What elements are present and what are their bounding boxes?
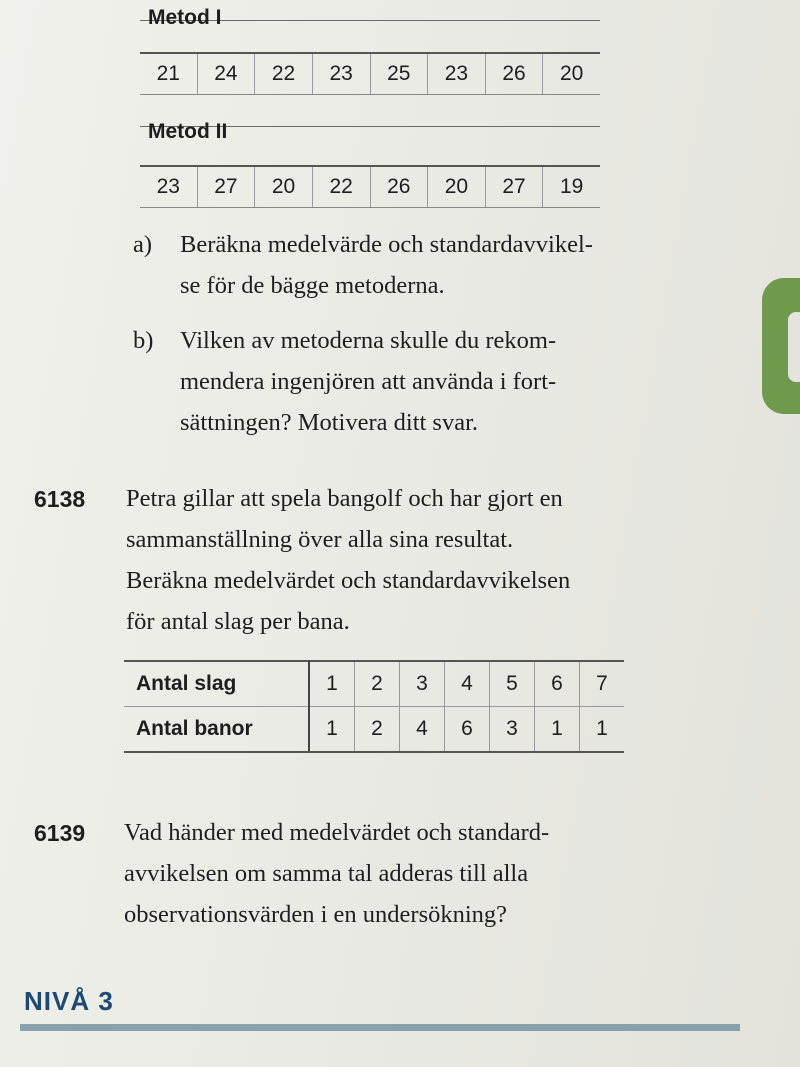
method-2-row bbox=[140, 165, 600, 208]
text-line: se för de bägge metoderna. bbox=[180, 272, 445, 299]
text-line: sammanställning över alla sina resultat. bbox=[126, 526, 514, 553]
method-1-label: Metod I bbox=[148, 6, 222, 29]
method-1-value: 25 bbox=[371, 54, 429, 94]
table-cell: 1 bbox=[535, 707, 580, 753]
table-cell: 2 bbox=[355, 661, 400, 707]
method-2-value: 23 bbox=[140, 167, 198, 207]
question-a-text bbox=[180, 224, 593, 306]
table-row bbox=[124, 661, 624, 707]
text-line: Beräkna medelvärdet och standardavvikelsen bbox=[126, 567, 571, 594]
level-heading: NIVÅ 3 bbox=[24, 986, 114, 1016]
method-1-value: 23 bbox=[428, 54, 486, 94]
text-line: avvikelsen om samma tal adderas till alla bbox=[124, 860, 529, 887]
method-2-value: 27 bbox=[198, 167, 256, 207]
table-cell: 7 bbox=[580, 661, 625, 707]
table-cell: 4 bbox=[445, 661, 490, 707]
task-6139-number: 6139 bbox=[34, 820, 86, 846]
method-1-value: 20 bbox=[560, 62, 584, 85]
method-2-value: 22 bbox=[313, 167, 371, 207]
table-cell: 6 bbox=[445, 707, 490, 753]
table-cell: 2 bbox=[355, 707, 400, 753]
table-cell: 3 bbox=[400, 661, 445, 707]
method-2-value: 20 bbox=[255, 167, 313, 207]
question-b-letter: b) bbox=[133, 327, 154, 354]
row-header-antal-banor: Antal banor bbox=[124, 707, 309, 753]
chapter-edge-tab-mark bbox=[788, 312, 800, 382]
method-1-row bbox=[140, 52, 600, 95]
text-line: Vad händer med medelvärdet och standard- bbox=[124, 819, 550, 846]
table-cell: 4 bbox=[400, 707, 445, 753]
text-line: mendera ingenjören att använda i fort- bbox=[180, 368, 557, 395]
table-cell: 3 bbox=[490, 707, 535, 753]
text-line: observationsvärden i en undersökning? bbox=[124, 901, 508, 928]
frequency-table bbox=[124, 660, 624, 753]
text-line: för antal slag per bana. bbox=[126, 608, 350, 635]
method-2-value: 20 bbox=[428, 167, 486, 207]
table-cell: 5 bbox=[490, 661, 535, 707]
text-line: sättningen? Motivera ditt svar. bbox=[180, 409, 479, 436]
level-divider bbox=[20, 1024, 740, 1031]
method-2-value: 26 bbox=[371, 167, 429, 207]
task-6138-text bbox=[126, 478, 570, 642]
table-row bbox=[124, 707, 624, 753]
row-header-antal-slag: Antal slag bbox=[124, 661, 309, 707]
question-b-text bbox=[180, 320, 556, 443]
method-1-value: 22 bbox=[255, 54, 313, 94]
method-2-label: Metod II bbox=[148, 120, 228, 143]
task-6139-text bbox=[124, 812, 549, 935]
table-cell: 1 bbox=[309, 707, 355, 753]
task-6138-number: 6138 bbox=[34, 486, 86, 512]
table-cell: 6 bbox=[535, 661, 580, 707]
method-1-value: 26 bbox=[486, 54, 544, 94]
text-line: Vilken av metoderna skulle du rekom- bbox=[180, 327, 557, 354]
text-line: Petra gillar att spela bangolf och har gjort en bbox=[126, 485, 563, 512]
method-1-value: 23 bbox=[313, 54, 371, 94]
method-2-value: 19 bbox=[560, 175, 584, 198]
method-2-value: 27 bbox=[486, 167, 544, 207]
text-line: Beräkna medelvärde och standardavvikel- bbox=[180, 231, 593, 258]
method-1-value: 24 bbox=[198, 54, 256, 94]
table-cell: 1 bbox=[580, 707, 625, 753]
question-a-letter: a) bbox=[133, 231, 153, 258]
table-cell: 1 bbox=[309, 661, 355, 707]
method-1-value: 21 bbox=[140, 54, 198, 94]
